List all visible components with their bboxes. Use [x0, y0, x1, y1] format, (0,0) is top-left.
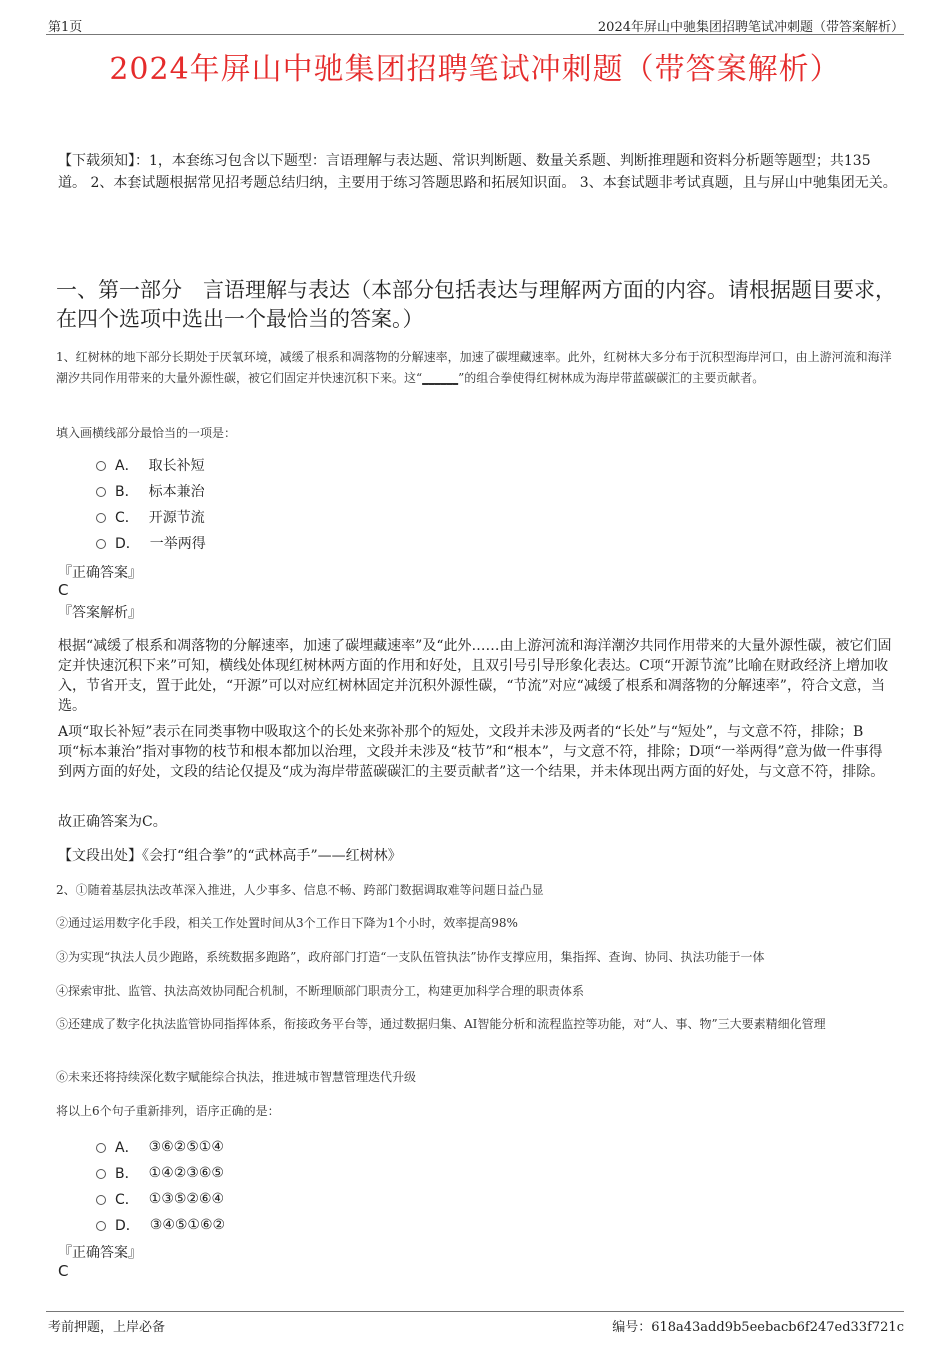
question-1-option-c[interactable]: C． 开源节流 — [96, 504, 206, 530]
download-notice: 【下载须知】：1，本套练习包含以下题型：言语理解与表达题、常识判断题、数量关系题、判断推理题和资料分析题等题型；共135道。 2、本套试题根据常见招考题总结归纳，主要用于练习答题思路和拓展知识面。 3、本套试题非考试真题，且与屏山中驰集团无关。 — [58, 153, 897, 191]
question-1-blank: ______ — [422, 371, 459, 385]
footer-serial: 编号：618a43add9b5eebacb6f247ed33f721c — [612, 1320, 904, 1335]
question-1-answer-label: 『正确答案』 — [58, 565, 142, 581]
question-2-option-b[interactable]: B． ①④②③⑥⑤ — [96, 1160, 225, 1186]
question-2-answer: C — [58, 1262, 69, 1280]
question-2-sentence-5: ⑤还建成了数字化执法监管协同指挥体系，衔接政务平台等，通过数据归集、AI智能分析和流程监控等功能，对“人、事、物”三大要素精细化管理 — [56, 1017, 826, 1031]
question-2-sentence-3: ③为实现“执法人员少跑路，系统数据多跑路”，政府部门打造“一支队伍管执法”协作支撑应用，集指挥、查询、协同、执法功能于一体 — [56, 950, 765, 964]
question-1-option-d[interactable]: D． 一举两得 — [96, 530, 206, 556]
radio-icon[interactable] — [96, 513, 106, 523]
question-1-conclusion: 故正确答案为C。 — [58, 814, 167, 830]
question-1-stem-after: ”的组合拳使得红树林成为海岸带蓝碳碳汇的主要贡献者。 — [458, 371, 765, 385]
question-1-option-b[interactable]: B． 标本兼治 — [96, 478, 206, 504]
question-1-stem-before: 1、红树林的地下部分长期处于厌氧环境，减缓了根系和凋落物的分解速率，加速了碳埋藏速率。此外，红树林大多分布于沉积型海岸河口，由上游河流和海洋潮汐共同作用带来的大量外源性碳，被它们固定并快速沉积下来。这“ — [56, 350, 892, 385]
question-1-analysis-label: 『答案解析』 — [58, 605, 142, 621]
question-2-option-d[interactable]: D． ③④⑤①⑥② — [96, 1212, 225, 1238]
question-1-analysis-2: A项“取长补短”表示在同类事物中吸取这个的长处来弥补那个的短处，文段并未涉及两者的“长处”与“短处”，与文意不符，排除；B项“标本兼治”指对事物的枝节和根本都加以治理，文段并未涉及“枝节”和“根本”，与文意不符，排除；D项“一举两得”意为做一件事得到两方面的好处，文段的结论仅提及“成为海岸带蓝碳碳汇的主要贡献者”这一个结果，并未体现出两方面的好处，与文意不符，排除。 — [58, 724, 885, 780]
question-1-source: 【文段出处】《会打“组合拳”的“武林高手”——红树林》 — [58, 848, 402, 864]
question-2-sentence-1: 2、①随着基层执法改革深入推进，人少事多、信息不畅、跨部门数据调取难等问题日益凸显 — [56, 883, 544, 897]
question-2-sentence-4: ④探索审批、监管、执法高效协同配合机制，不断理顺部门职责分工，构建更加科学合理的职责体系 — [56, 984, 585, 998]
question-2-option-c[interactable]: C． ①③⑤②⑥④ — [96, 1186, 225, 1212]
question-1-answer: C — [58, 581, 69, 599]
radio-icon[interactable] — [96, 1195, 106, 1205]
question-1-option-a[interactable]: A． 取长补短 — [96, 452, 206, 478]
page-number: 第1页 — [48, 20, 83, 35]
radio-icon[interactable] — [96, 1143, 106, 1153]
question-2-option-a[interactable]: A． ③⑥②⑤①④ — [96, 1134, 225, 1160]
footer-slogan: 考前押题，上岸必备 — [48, 1320, 166, 1335]
radio-icon[interactable] — [96, 1169, 106, 1179]
question-1-options — [96, 452, 206, 556]
radio-icon[interactable] — [96, 539, 106, 549]
question-2-sentence-2: ②通过运用数字化手段，相关工作处置时间从3个工作日下降为1个小时，效率提高98% — [56, 916, 518, 930]
question-1-analysis-1: 根据“减缓了根系和凋落物的分解速率，加速了碳埋藏速率”及“此外……由上游河流和海洋潮汐共同作用带来的大量外源性碳，被它们固定并快速沉积下来”可知，横线处体现红树林两方面的作用和好处，且双引号引导形象化表达。C项“开源节流”比喻在财政经济上增加收入，节省开支，置于此处，“开源”可以对应红树林固定并沉积外源性碳，“节流”对应“减缓了根系和凋落物的分解速率”，符合文意，当选。 — [58, 638, 892, 714]
header-doc-title: 2024年屏山中驰集团招聘笔试冲刺题（带答案解析） — [597, 20, 904, 35]
radio-icon[interactable] — [96, 1221, 106, 1231]
question-1-stem — [56, 347, 896, 389]
question-2-prompt: 将以上6个句子重新排列，语序正确的是： — [56, 1104, 280, 1118]
footer-divider — [46, 1311, 904, 1312]
question-2-sentence-6: ⑥未来还将持续深化数字赋能综合执法，推进城市智慧管理迭代升级 — [56, 1070, 417, 1084]
question-2-answer-label: 『正确答案』 — [58, 1245, 142, 1261]
radio-icon[interactable] — [96, 461, 106, 471]
section-heading: 一、第一部分 言语理解与表达（本部分包括表达与理解两方面的内容。请根据题目要求，在四个选项中选出一个最恰当的答案。） — [56, 278, 896, 331]
radio-icon[interactable] — [96, 487, 106, 497]
question-1-prompt: 填入画横线部分最恰当的一项是： — [56, 426, 237, 440]
question-2-options — [96, 1134, 225, 1238]
header-divider — [46, 34, 904, 35]
document-title: 2024年屏山中驰集团招聘笔试冲刺题（带答案解析） — [109, 52, 841, 87]
